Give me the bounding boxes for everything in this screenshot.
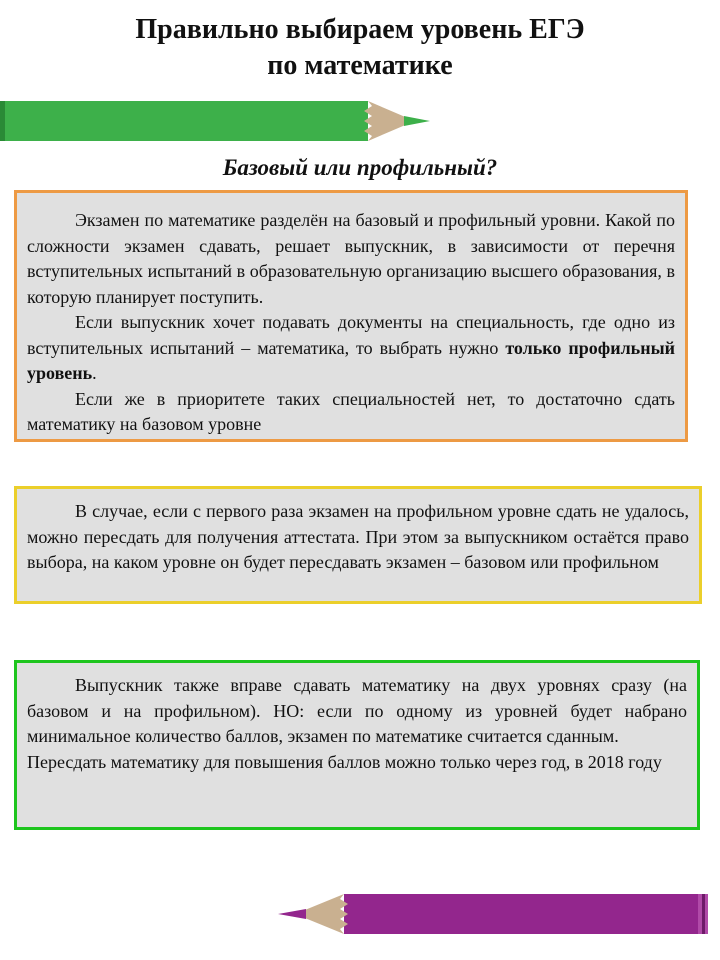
box1-paragraph-2 [27,310,675,387]
info-box-both-levels [14,660,700,830]
page-title-line-1: Правильно выбираем уровень ЕГЭ [135,14,585,45]
green-pencil-icon [0,99,432,143]
box1-paragraph-1: Экзамен по математике разделён на базовый и профильный уровни. Какой по сложности экзамен сдавать, решает выпускник, в зависимости от перечня вступительных испытаний в образовательную организацию высшего образования, в которую планирует поступить. [27,210,675,307]
box3-paragraph-2: Пересдать математику для повышения баллов можно только через год, в 2018 году [27,751,662,772]
info-box-retake [14,486,702,604]
subtitle: Базовый или профильный? [222,155,498,180]
box1-paragraph-3: Если же в приоритете таких специальностей нет, то достаточно сдать математику на базовом уровне [27,388,675,434]
info-box-levels [14,190,688,442]
page-title [0,12,720,84]
box1-paragraph-2-text: Если выпускник хочет подавать документы на специальность, где одно из вступительных испытаний – математика, то выбрать нужно [27,312,675,358]
page-title-line-2: по математике [267,50,453,81]
box1-bold-text: только профильный уровень [27,337,675,383]
box3-paragraph-1: Выпускник также вправе сдавать математику на двух уровнях сразу (на базовом и на профильном). НО: если по одному из уровней будет набрано минимальное количество баллов, экзамен по математике считается сданным. [27,675,687,746]
purple-pencil-icon [276,892,710,936]
box2-paragraph-1: В случае, если с первого раза экзамен на профильном уровне сдать не удалось, можно пересдать для получения аттестата. При этом за выпускником остаётся право выбора, на каком уровне он будет пересдавать экзамен – базовом или профильном [27,501,689,572]
box1-paragraph-2-end: . [92,363,97,383]
